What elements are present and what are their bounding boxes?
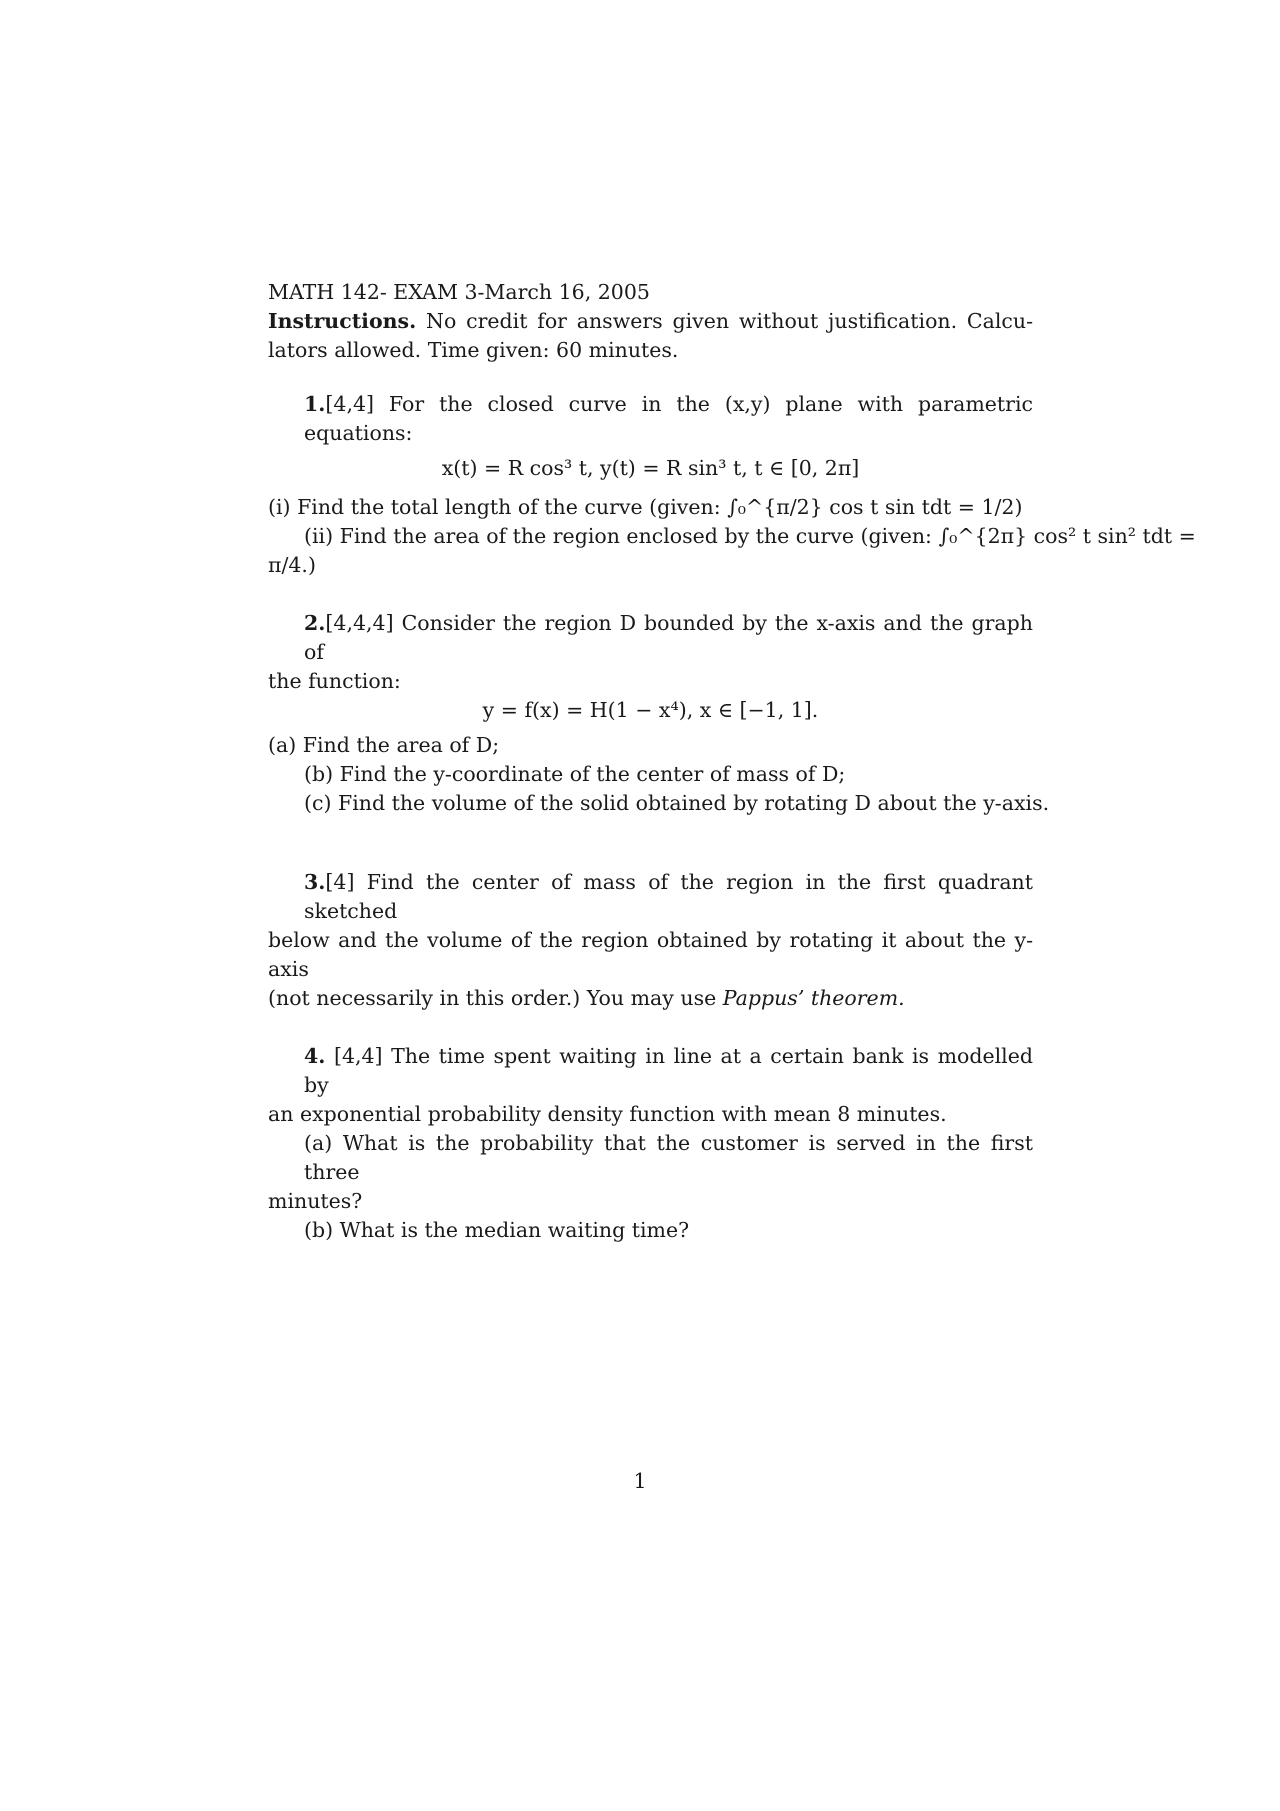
instructions-line-1: [268, 307, 1033, 336]
problem-3-line-3: (not necessarily in this order.) You may use Pappus’ theorem.: [268, 986, 905, 1010]
problem-4-number: 4.: [304, 1044, 326, 1068]
exam-page: [268, 278, 1196, 1245]
problem-1: [268, 390, 1196, 580]
problem-1-points: [4,4]: [325, 392, 375, 416]
instructions-text-1: No credit for answers given without justification. Calcu-: [426, 309, 1033, 333]
problem-2-number: 2.: [304, 611, 326, 635]
problem-4-line-1: 4. [4,4] The time spent waiting in line at a certain bank is modelled by: [304, 1044, 1033, 1097]
problem-2-points: [4,4,4]: [325, 611, 394, 635]
problem-2-intro-cont: the function:: [268, 669, 401, 693]
instructions-label: Instructions.: [268, 309, 417, 333]
page-number: 1: [633, 1469, 647, 1493]
problem-1-part-i: (i) Find the total length of the curve (given: ∫₀^{π/2} cos t sin tdt = 1/2): [268, 495, 1023, 519]
problem-4: [268, 1042, 1033, 1245]
problem-2-intro: 2.[4,4,4] Consider the region D bounded by the x-axis and the graph of: [304, 611, 1033, 664]
problem-3: [268, 868, 1033, 1013]
problem-4-part-a: (a) What is the probability that the customer is served in the first three: [304, 1131, 1033, 1184]
problem-2-equation: y = f(x) = H(1 − x⁴), x ∈ [−1, 1].: [482, 698, 819, 722]
problem-3-number: 3.: [304, 870, 326, 894]
problem-4-line-2: an exponential probability density function with mean 8 minutes.: [268, 1102, 947, 1126]
problem-3-line-1: 3.[4] Find the center of mass of the region in the first quadrant sketched: [304, 870, 1033, 923]
problem-4-points: [4,4]: [333, 1044, 383, 1068]
problem-1-part-ii: (ii) Find the area of the region enclosed by the curve (given: ∫₀^{2π} cos² t sin² tdt =: [304, 524, 1196, 548]
problem-1-number: 1.: [304, 392, 326, 416]
problem-4-part-a-cont: minutes?: [268, 1189, 363, 1213]
problem-4-part-b: (b) What is the median waiting time?: [304, 1218, 690, 1242]
exam-title: MATH 142- EXAM 3-March 16, 2005: [268, 280, 650, 304]
problem-2-part-c: (c) Find the volume of the solid obtained by rotating D about the y-axis.: [304, 791, 1050, 815]
problem-2-part-a: (a) Find the area of D;: [268, 733, 500, 757]
pappus-theorem: Pappus’ theorem.: [722, 986, 905, 1010]
problem-1-intro: 1.[4,4] For the closed curve in the (x,y) plane with parametric equations:: [304, 392, 1033, 445]
instructions-line-2: lators allowed. Time given: 60 minutes.: [268, 338, 679, 362]
problem-3-points: [4]: [325, 870, 355, 894]
problem-2: [268, 609, 1050, 818]
problem-1-equation: x(t) = R cos³ t, y(t) = R sin³ t, t ∈ [0, 2π]: [441, 456, 860, 480]
problem-1-part-ii-cont: π/4.): [268, 553, 316, 577]
problem-3-line-2: below and the volume of the region obtained by rotating it about the y-axis: [268, 928, 1033, 981]
problem-2-part-b: (b) Find the y-coordinate of the center of mass of D;: [304, 762, 846, 786]
